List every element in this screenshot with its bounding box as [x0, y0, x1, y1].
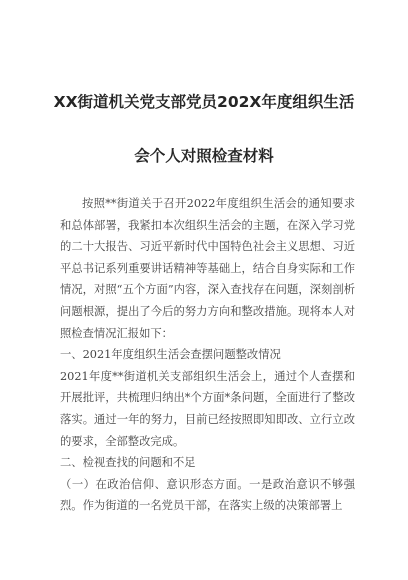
document-title-line-2: 会个人对照检查材料 — [134, 147, 274, 165]
subsection-1-paragraph: （一）在政治信仰、意识形态方面。一是政治意识不够强烈。作为街道的一名党员干部，在落实上级的决策部署上 — [60, 477, 355, 513]
section-1-paragraph: 2021年度**街道机关支部组织生活会上，通过个人查摆和开展批评，共梳理归纳出*个方面*条问题，全面进行了整改落实。通过一年的努力，目前已经按照即知即改、立行立改的要求，全部整改完成。 — [60, 369, 355, 448]
document-body — [60, 193, 355, 517]
intro-paragraph: 按照**街道关于召开2022年度组织生活会的通知要求和总体部署，我紧扣本次组织生活会的主题，在深入学习党的二十大报告、习近平新时代中国特色社会主义思想、习近平总书记系列重要讲话精神等基础上，结合自身实际和工作情况，对照“五个方面”内容，深入查找存在问题，深刻剖析问题根源，提出了今后的努力方向和整改措施。现将本人对照检查情况汇报如下： — [60, 197, 355, 340]
section-1-heading: 一、2021年度组织生活会查摆问题整改情况 — [60, 348, 281, 362]
document-title-line-1: XX街道机关党支部党员202X年度组织生活 — [53, 93, 355, 111]
section-2-heading: 二、检视查找的问题和不足 — [60, 456, 196, 470]
